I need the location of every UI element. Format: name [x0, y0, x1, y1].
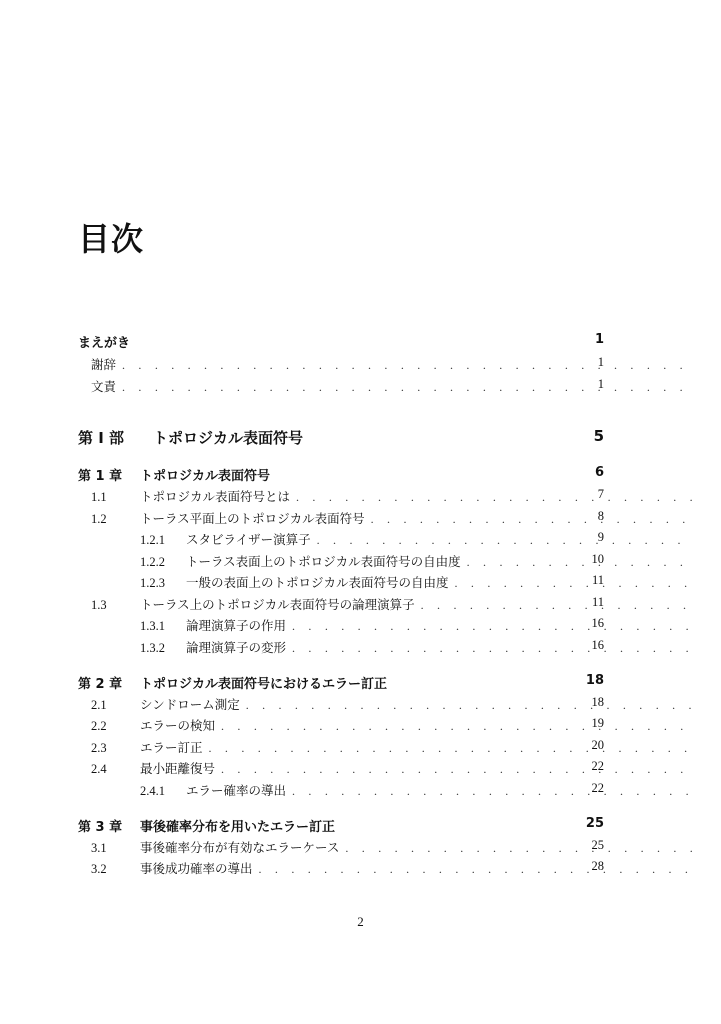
- toc-entry-title: 事後成功確率の導出: [140, 862, 253, 876]
- toc-entry-number: 2.4.1: [140, 784, 165, 798]
- toc-entry[interactable]: [0, 716, 721, 734]
- toc-entry-page: 11: [591, 573, 604, 587]
- toc-entry-title: 論理演算子の変形: [186, 641, 287, 655]
- dot-leader: [421, 598, 693, 613]
- toc-entry-number: 3.2: [91, 862, 107, 876]
- toc-entry-number: 1.3.1: [140, 619, 165, 633]
- toc-entry-page: 6: [594, 465, 604, 480]
- toc-entry-number: 2.4: [91, 762, 107, 776]
- toc-entry[interactable]: [0, 552, 721, 570]
- toc-chapter-label: 第 2 章: [78, 677, 123, 692]
- toc-entry-page: 11: [591, 595, 604, 609]
- toc-entry-title: スタビライザー演算子: [186, 533, 311, 547]
- toc-entry-page: 1: [597, 355, 604, 369]
- toc-entry-page: 25: [585, 816, 604, 831]
- toc-entry-page: 16: [591, 616, 604, 630]
- toc-entry-page: 22: [591, 759, 604, 773]
- toc-preface-heading[interactable]: [0, 332, 721, 351]
- toc-entry-number: 3.1: [91, 841, 107, 855]
- toc-entry[interactable]: [0, 355, 721, 373]
- toc-entry-page: 18: [591, 695, 604, 709]
- toc-entry-title: トーラス表面上のトポロジカル表面符号の自由度: [186, 555, 461, 569]
- dot-leader: [292, 784, 693, 799]
- toc-entry-number: 1.2.1: [140, 533, 165, 547]
- dot-leader: [455, 576, 693, 591]
- toc-entry-number: 1.3: [91, 598, 107, 612]
- toc-entry-page: 1: [597, 377, 604, 391]
- dot-leader: [221, 719, 693, 734]
- dot-leader: [296, 490, 693, 505]
- toc-chapter-heading[interactable]: [0, 673, 721, 692]
- toc-entry-page: 16: [591, 638, 604, 652]
- toc-entry-title: エラー訂正: [140, 741, 203, 755]
- toc-entry-title: トーラス平面上のトポロジカル表面符号: [140, 512, 365, 526]
- toc-entry-title: 文責: [91, 380, 117, 394]
- toc-entry[interactable]: [0, 530, 721, 548]
- toc-chapter-label: 第 1 章: [78, 469, 123, 484]
- dot-leader: [371, 512, 693, 527]
- toc-entry-number: 1.1: [91, 490, 107, 504]
- toc-entry-title: 論理演算子の作用: [186, 619, 287, 633]
- toc-entry[interactable]: [0, 377, 721, 395]
- toc-entry-number: 2.3: [91, 741, 107, 755]
- toc-chapter-label: 第 3 章: [78, 820, 123, 835]
- dot-leader: [292, 619, 693, 634]
- toc-entry-page: 8: [597, 509, 604, 523]
- toc-entry-page: 19: [591, 716, 604, 730]
- dot-leader: [259, 862, 693, 877]
- dot-leader: [122, 358, 693, 373]
- dot-leader: [317, 533, 693, 548]
- dot-leader: [467, 555, 693, 570]
- dot-leader: [209, 741, 693, 756]
- toc-part-heading[interactable]: [0, 427, 721, 448]
- toc-entry-page: 18: [585, 673, 604, 688]
- toc-entry-page: 28: [591, 859, 604, 873]
- toc-entry[interactable]: [0, 509, 721, 527]
- dot-leader: [292, 641, 693, 656]
- toc-entry-page: 7: [597, 487, 604, 501]
- footer-page-number: 2: [357, 914, 364, 929]
- toc-entry[interactable]: [0, 859, 721, 877]
- toc-entry-page: 1: [594, 332, 604, 347]
- toc-entry-title: 事後確率分布を用いたエラー訂正: [140, 820, 336, 835]
- toc-entry-number: 2.1: [91, 698, 107, 712]
- toc-entry-number: 1.3.2: [140, 641, 165, 655]
- dot-leader: [246, 698, 693, 713]
- dot-leader: [345, 841, 693, 856]
- toc-entry[interactable]: [0, 838, 721, 856]
- toc-entry-title: トーラス上のトポロジカル表面符号の論理演算子: [140, 598, 415, 612]
- toc-entry[interactable]: [0, 759, 721, 777]
- toc-entry-page: 20: [591, 738, 604, 752]
- toc-entry[interactable]: [0, 616, 721, 634]
- toc-entry[interactable]: [0, 638, 721, 656]
- toc-entry[interactable]: [0, 487, 721, 505]
- page-title: 目次: [78, 220, 145, 258]
- toc-entry-title: エラー確率の導出: [186, 784, 287, 798]
- toc-entry-page: 9: [597, 530, 604, 544]
- toc-entry-page: 5: [593, 427, 604, 445]
- toc-entry-title: 最小距離復号: [140, 762, 216, 776]
- toc-entry-page: 10: [591, 552, 604, 566]
- toc-entry-number: 1.2: [91, 512, 107, 526]
- toc-entry-number: 1.2.2: [140, 555, 165, 569]
- toc-chapter-heading[interactable]: [0, 816, 721, 835]
- toc-entry-title: まえがき: [78, 336, 131, 351]
- toc-entry-title: トポロジカル表面符号におけるエラー訂正: [140, 677, 388, 692]
- toc-entry-title: 一般の表面上のトポロジカル表面符号の自由度: [186, 576, 449, 590]
- toc-entry-title: トポロジカル表面符号とは: [140, 490, 291, 504]
- toc-entry-page: 25: [591, 838, 604, 852]
- toc-entry[interactable]: [0, 695, 721, 713]
- toc-entry[interactable]: [0, 738, 721, 756]
- toc-entry[interactable]: [0, 781, 721, 799]
- toc-entry-title: トポロジカル表面符号: [153, 429, 304, 447]
- toc-part-label: 第 I 部: [78, 429, 125, 447]
- toc-entry[interactable]: [0, 573, 721, 591]
- toc-entry-title: 謝辞: [91, 358, 117, 372]
- toc-entry-title: シンドローム測定: [140, 698, 240, 712]
- toc-entry-page: 22: [591, 781, 604, 795]
- toc-entry[interactable]: [0, 595, 721, 613]
- toc-entry-number: 2.2: [91, 719, 107, 733]
- toc-chapter-heading[interactable]: [0, 465, 721, 484]
- toc-entry-title: トポロジカル表面符号: [140, 469, 271, 484]
- toc-entry-title: 事後確率分布が有効なエラーケース: [140, 841, 340, 855]
- toc-entry-number: 1.2.3: [140, 576, 165, 590]
- dot-leader: [221, 762, 693, 777]
- dot-leader: [122, 380, 693, 395]
- toc-entry-title: エラーの検知: [140, 719, 216, 733]
